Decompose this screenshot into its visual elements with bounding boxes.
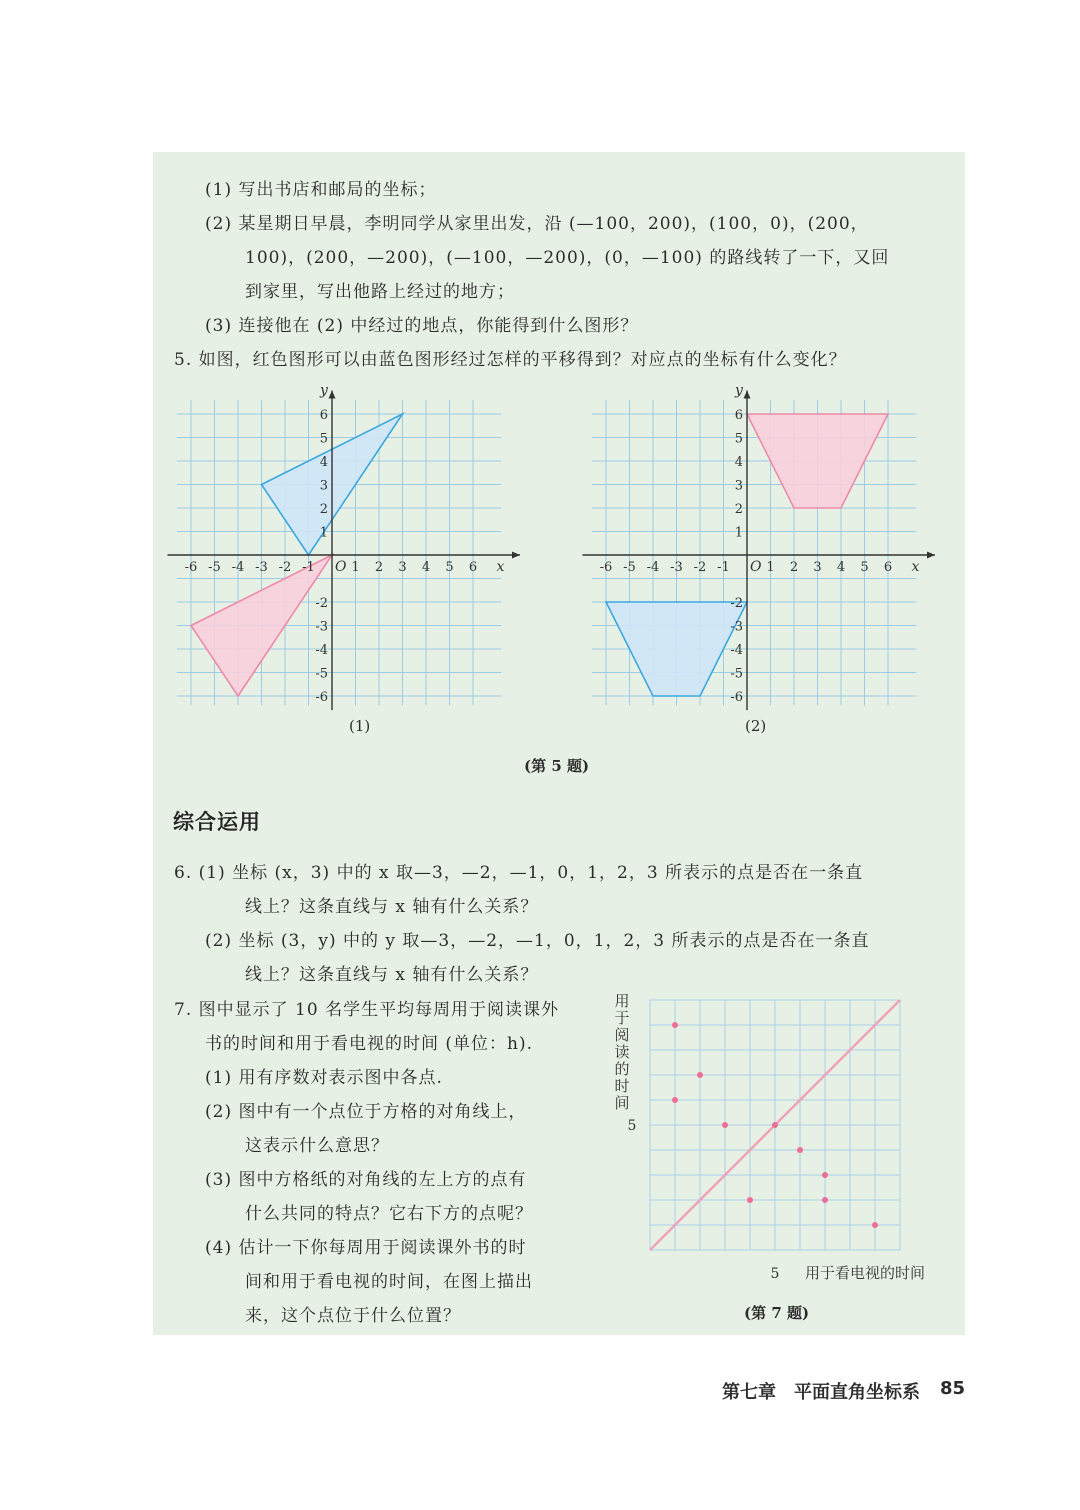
y-axis-arrow [744,391,751,399]
y-tick-label: 4 [734,455,743,470]
x-axis-arrow [512,552,520,559]
x-tick-label: 2 [789,560,799,575]
y-tick-label: 2 [319,502,328,517]
q7-part4-line3: 来，这个点位于什么位置？ [245,1306,461,1326]
x-tick-label: 6 [468,560,478,575]
x-tick-label: -1 [302,560,315,575]
y-tick-label: 5 [319,431,328,447]
x-tick-label: -2 [693,560,707,575]
y-axis-label-char: 间 [614,1094,630,1112]
y-axis-label: y [735,382,743,399]
x-tick-label: 3 [398,560,407,575]
y-axis-label: y [320,382,328,399]
y-axis-arrow [329,391,336,399]
y-tick-label: 1 [319,525,328,541]
x-axis-label: 用于看电视的时间 [805,1264,926,1282]
q4-part3: (3) 连接他在 (2) 中经过的地点，你能得到什么图形？ [205,316,639,336]
x-tick-label: -4 [646,560,660,575]
q7-line2: 书的时间和用于看电视的时间 (单位：h). [205,1034,534,1054]
q4-part2-line3: 到家里，写出他路上经过的地方； [245,282,515,302]
y-tick-label: -3 [730,619,743,635]
y-tick-label: -6 [730,690,743,705]
x-tick-label: -3 [670,560,683,575]
x-tick-label: -2 [278,560,292,575]
y-tick-label: 5 [627,1118,637,1134]
origin-label: O [750,559,762,575]
y-tick-label: 1 [734,525,743,541]
y-axis-label-char: 的 [614,1060,630,1078]
x-axis-arrow [927,552,935,559]
y-tick-label: 5 [734,431,743,447]
data-point [722,1122,728,1128]
x-tick-label: -4 [231,560,245,575]
x-tick-label: -6 [599,560,613,575]
x-tick-label: -3 [255,560,268,575]
figure5-graph-1 [180,383,540,713]
x-tick-label: 1 [351,560,360,575]
x-tick-label: -1 [717,560,730,575]
data-point [672,1097,678,1103]
x-tick-label: -5 [208,560,221,575]
q7-part2-line2: 这表示什么意思？ [245,1136,389,1156]
y-tick-label: -6 [315,690,328,705]
y-tick-label: -2 [730,596,743,611]
data-point [697,1072,703,1078]
x-axis-label: x [911,559,920,575]
y-axis-label-char: 读 [614,1043,630,1061]
x-tick-label: 2 [374,560,384,575]
y-axis-label-char: 阅 [614,1026,630,1044]
y-tick-label: 6 [734,408,743,423]
y-axis-label-char: 用 [614,992,630,1010]
y-tick-label: -2 [315,596,328,611]
figure5-caption: (第 5 题) [524,757,590,775]
y-axis-label-char: 于 [614,1009,630,1027]
x-tick-label: 5 [770,1266,780,1282]
x-tick-label: 5 [445,560,454,575]
data-point [797,1147,803,1153]
x-tick-label: 1 [766,560,775,575]
x-tick-label: 4 [836,560,846,575]
y-tick-label: 3 [319,478,328,494]
y-tick-label: -5 [315,666,328,682]
q6-part2-line2: 线上？这条直线与 x 轴有什么关系？ [245,965,539,985]
y-tick-label: 6 [319,408,328,423]
data-point [747,1197,753,1203]
y-tick-label: -3 [315,619,328,635]
q7-part3-line1: (3) 图中方格纸的对角线的左上方的点有 [205,1170,527,1190]
y-axis-label-char: 时 [614,1077,630,1095]
figure5-graph-2 [595,383,955,713]
page-number: 85 [940,1378,966,1399]
q6-part1-line1: 6. (1) 坐标 (x，3) 中的 x 取—3，—2，—1，0，1，2，3 所表示的点是否在一条直 [174,863,864,883]
x-tick-label: 5 [860,560,869,575]
q6-part2-line1: (2) 坐标 (3，y) 中的 y 取—3，—2，—1，0，1，2，3 所表示的点是否在一条直 [205,931,870,951]
q6-part1-line2: 线上？这条直线与 x 轴有什么关系？ [245,897,539,917]
q7-part4-line2: 间和用于看电视的时间，在图上描出 [245,1272,533,1292]
figure5-sub1-label: (1) [349,717,371,735]
footer-chapter-title: 第七章 平面直角坐标系 [722,1382,920,1403]
y-tick-label: 2 [734,502,743,517]
x-tick-label: 6 [883,560,893,575]
x-tick-label: 4 [421,560,431,575]
x-tick-label: 3 [813,560,822,575]
q4-part2-line1: (2) 某星期日早晨，李明同学从家里出发，沿 (—100，200)，(100，0)，(200， [205,214,869,234]
q7-part1: (1) 用有序数对表示图中各点. [205,1068,443,1088]
x-tick-label: -6 [184,560,198,575]
y-tick-label: 3 [734,478,743,494]
q7-line1: 7. 图中显示了 10 名学生平均每周用于阅读课外 [174,1000,560,1020]
y-tick-label: 4 [319,455,328,470]
figure7-caption: (第 7 题) [744,1304,810,1322]
q7-part2-line1: (2) 图中有一个点位于方格的对角线上， [205,1102,527,1122]
data-point [672,1022,678,1028]
x-axis-label: x [496,559,505,575]
q7-part3-line2: 什么共同的特点？它右下方的点呢？ [245,1204,533,1224]
data-point [772,1122,778,1128]
figure7-scatter [610,990,950,1290]
figure5-sub2-label: (2) [745,717,767,735]
q4-part1: (1) 写出书店和邮局的坐标； [205,180,437,200]
y-tick-label: -4 [315,643,328,658]
data-point [822,1172,828,1178]
y-tick-label: -4 [730,643,743,658]
q4-part2-line2: 100)，(200，—200)，(—100，—200)，(0，—100) 的路线转了一下，又回 [245,248,890,268]
data-point [872,1222,878,1228]
y-tick-label: -5 [730,666,743,682]
q7-part4-line1: (4) 估计一下你每周用于阅读课外书的时 [205,1238,527,1258]
data-point [822,1197,828,1203]
q5-text: 5. 如图，红色图形可以由蓝色图形经过怎样的平移得到？对应点的坐标有什么变化？ [174,350,847,370]
x-tick-label: -5 [623,560,636,575]
section-title: 综合运用 [173,810,261,834]
origin-label: O [335,559,347,575]
